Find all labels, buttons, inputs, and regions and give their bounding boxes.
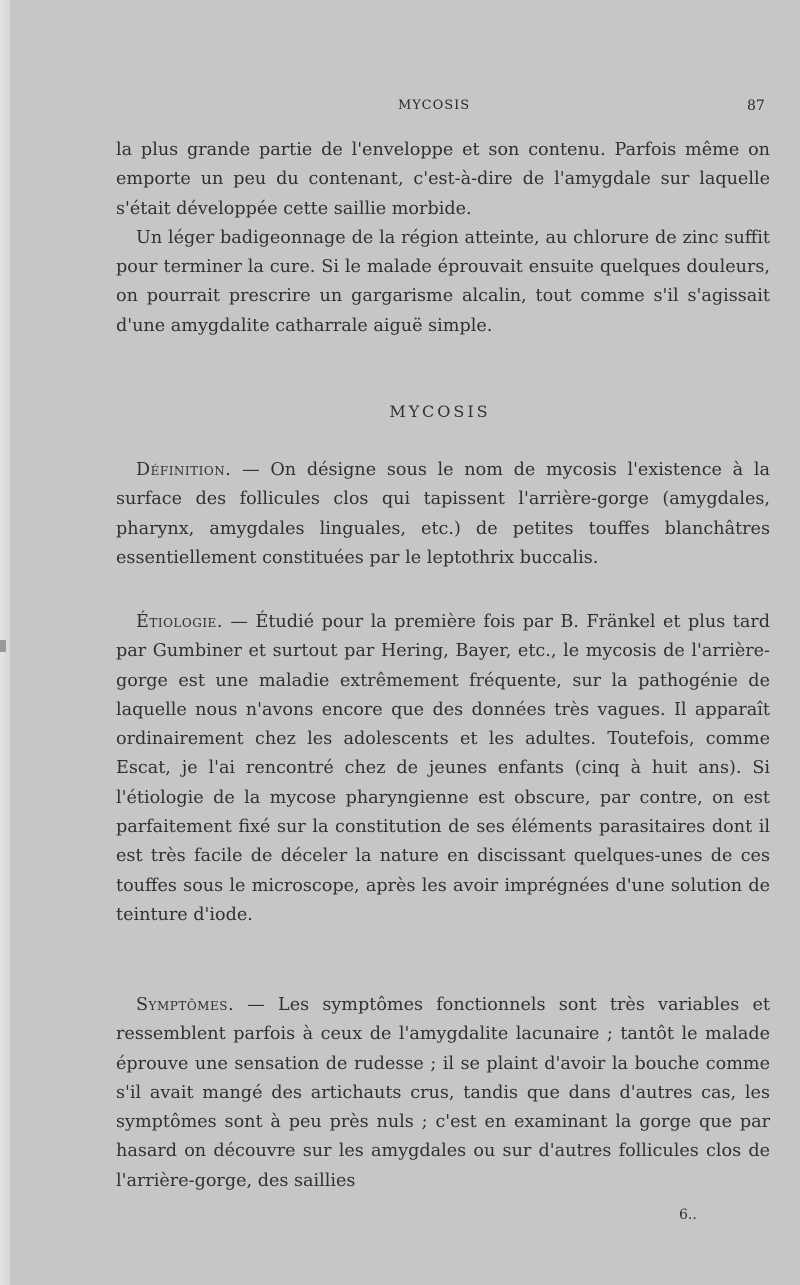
- definition-paragraph: [116, 456, 770, 573]
- page-number: 87: [747, 98, 765, 114]
- edge-mark: [0, 640, 6, 652]
- symptomes-paragraph: [116, 991, 770, 1196]
- etiologie-label: Étiologie.: [136, 612, 223, 632]
- intro-paragraph-2: Un léger badigeonnage de la région atteinte, au chlorure de zinc suffit pour terminer la cure. Si le malade éprouvait ensuite quelques douleurs, on pourrait prescrire un gargarisme alcalin, tout comme s'il s'agissait d'une amygdalite catharrale aiguë simple.: [116, 227, 770, 336]
- etiologie-paragraph: [116, 608, 770, 930]
- intro-paragraph-1: la plus grande partie de l'enveloppe et son contenu. Parfois même on emporte un peu du contenant, c'est-à-dire de l'amygdale sur laquelle s'était développée cette saillie morbide.: [116, 140, 770, 219]
- running-head: [0, 98, 800, 122]
- symptomes-label: Symptômes.: [136, 995, 235, 1015]
- symptomes-text: — Les symptômes fonctionnels sont très variables et ressemblent parfois à ceux de l'amygdalite lacunaire ; tantôt le malade éprouve une sensation de rudesse ; il se plaint d'avoir la bouche comme s'il avait mangé des artichauts crus, tandis que dans d'autres cas, les symptômes sont à peu près nuls ; c'est en examinant la gorge que par hasard on découvre sur les amygdales ou sur d'autres follicules clos de l'arrière-gorge, des saillies: [116, 995, 770, 1191]
- section-title: MYCOSIS: [389, 402, 491, 421]
- signature-mark: 6..: [679, 1207, 697, 1223]
- definition-text: — On désigne sous le nom de mycosis l'existence à la surface des follicules clos qui tapissent l'arrière-gorge (amygdales, pharynx, amygdales linguales, etc.) de petites touffes blanchâtres essentiellement constituées par le leptothrix buccalis.: [116, 460, 770, 568]
- etiologie-text: — Étudié pour la première fois par B. Fränkel et plus tard par Gumbiner et surtout par Hering, Bayer, etc., le mycosis de l'arrière-gorge est une maladie extrêmement fréquente, sur la pathogénie de laquelle nous n'avons encore que des données très vagues. Il apparaît ordinairement chez les adolescents et les adultes. Toutefois, comme Escat, je l'ai rencontré chez de jeunes enfants (cinq à huit ans). Si l'étiologie de la mycose pharyngienne est obscure, par contre, on est parfaitement fixé sur la constitution de ses éléments parasitaires dont il est très facile de déceler la nature en discissant quelques-unes de ces touffes sous le microscope, après les avoir imprégnées d'une solution de teinture d'iode.: [116, 612, 770, 925]
- definition-label: Définition.: [136, 460, 232, 480]
- intro-text: [116, 136, 770, 341]
- running-title: MYCOSIS: [398, 98, 471, 113]
